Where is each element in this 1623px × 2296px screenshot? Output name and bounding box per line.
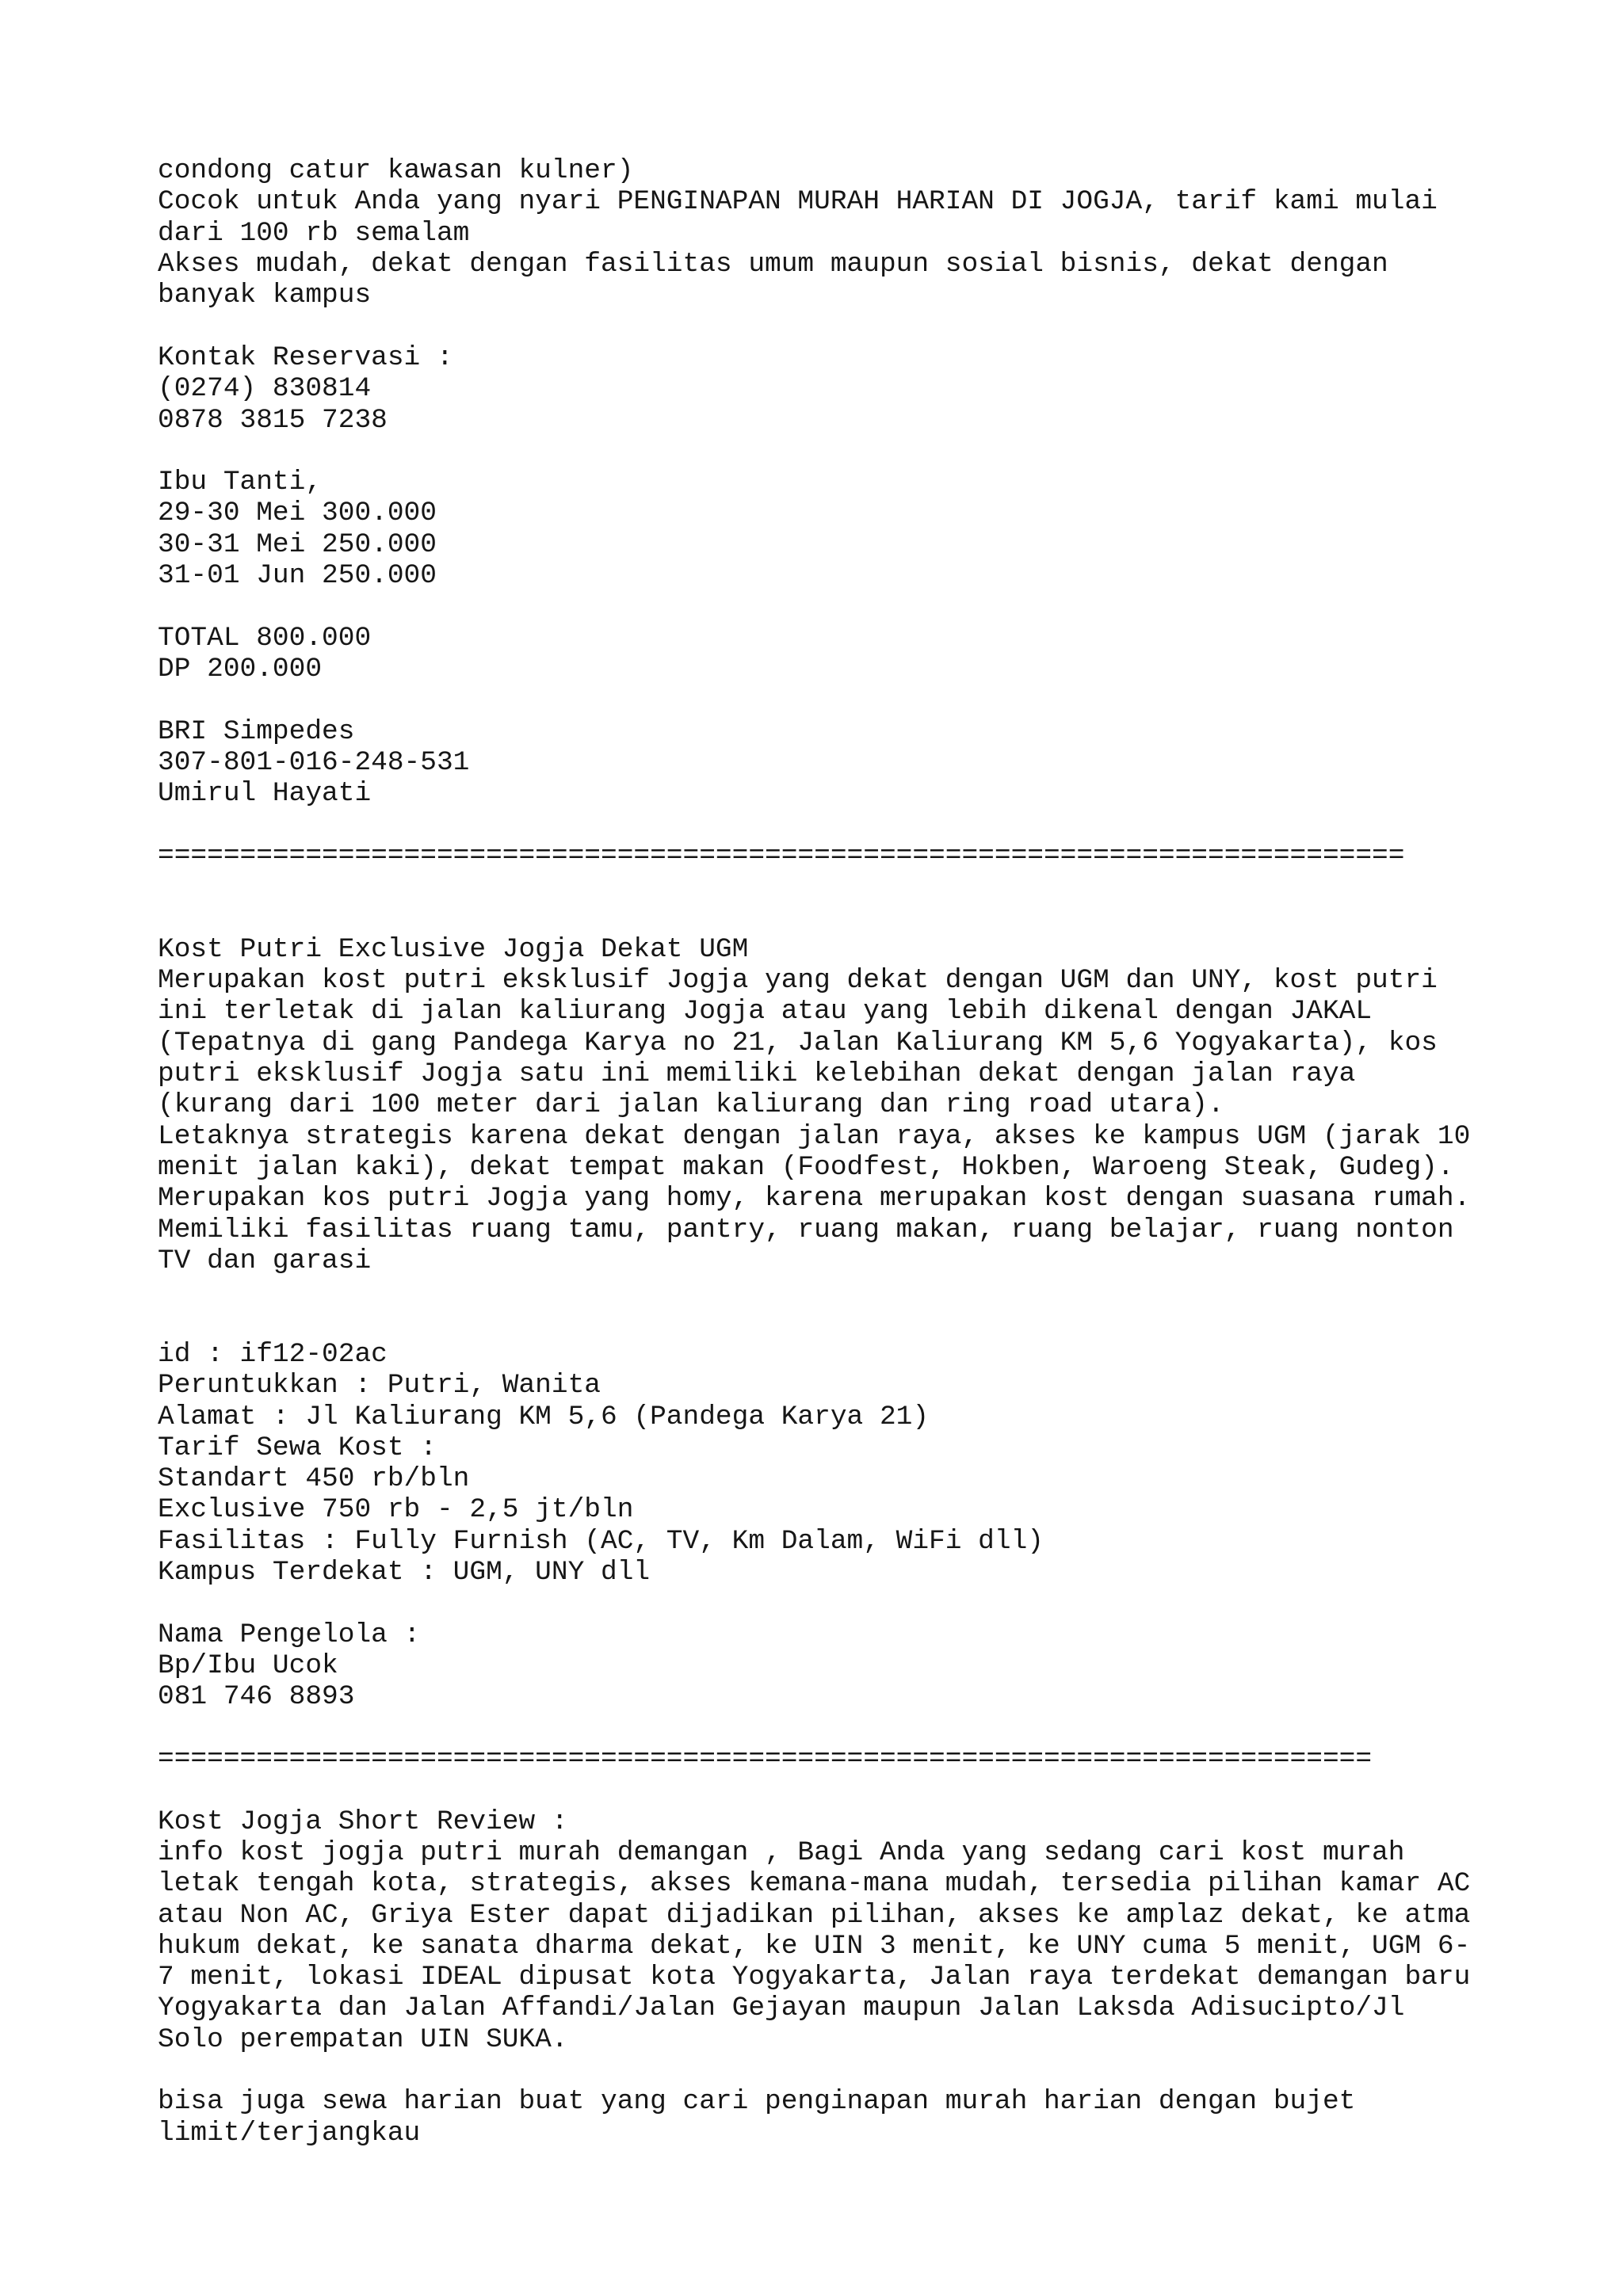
listing-detail-line: Fasilitas : Fully Furnish (AC, TV, Km Dalam, WiFi dll): [158, 1525, 1044, 1557]
review-line: atau Non AC, Griya Ester dapat dijadikan pilihan, akses ke amplaz dekat, ke atma: [158, 1899, 1471, 1931]
listing-description-line: Merupakan kost putri eksklusif Jogja yang dekat dengan UGM dan UNY, kost putri: [158, 965, 1438, 997]
intro-line: condong catur kawasan kulner): [158, 155, 634, 186]
down-payment: DP 200.000: [158, 654, 323, 685]
listing-detail-line: Peruntukkan : Putri, Wanita: [158, 1370, 601, 1402]
blank-line: [158, 903, 1623, 934]
blank-line: [158, 1713, 1623, 1744]
booking-guest-name: Ibu Tanti,: [158, 467, 323, 498]
listing-detail-line: Exclusive 750 rb - 2,5 jt/bln: [158, 1494, 634, 1526]
booking-total: TOTAL 800.000: [158, 622, 372, 654]
listing-detail-line: Tarif Sewa Kost :: [158, 1432, 437, 1463]
listing-description-line: (kurang dari 100 meter dari jalan kaliurang dan ring road utara).: [158, 1089, 1224, 1121]
blank-line: [158, 871, 1623, 902]
intro-line: Akses mudah, dekat dengan fasilitas umum maupun sosial bisnis, dekat dengan: [158, 248, 1388, 280]
listing-description-line: putri eksklusif Jogja satu ini memiliki kelebihan dekat dengan jalan raya: [158, 1058, 1356, 1090]
separator-line: ==========================================================================: [158, 1743, 1373, 1775]
listing-description-line: menit jalan kaki), dekat tempat makan (Foodfest, Hokben, Waroeng Steak, Gudeg).: [158, 1152, 1454, 1183]
listing-description-line: Letaknya strategis karena dekat dengan jalan raya, akses ke kampus UGM (jarak 10: [158, 1120, 1471, 1152]
listing-description-line: (Tepatnya di gang Pandega Karya no 21, Jalan Kaliurang KM 5,6 Yogyakarta), kos: [158, 1027, 1438, 1058]
listing-description-line: Memiliki fasilitas ruang tamu, pantry, ruang makan, ruang belajar, ruang nonton: [158, 1214, 1454, 1245]
blank-line: [158, 1775, 1623, 1806]
review-line: Yogyakarta dan Jalan Affandi/Jalan Gejayan maupun Jalan Laksda Adisucipto/Jl: [158, 1993, 1405, 2024]
bank-account-number: 307-801-016-248-531: [158, 746, 470, 778]
review-line: Solo perempatan UIN SUKA.: [158, 2023, 568, 2055]
listing-detail-line: id : if12-02ac: [158, 1338, 388, 1370]
blank-line: [158, 810, 1623, 841]
intro-line: banyak kampus: [158, 280, 372, 311]
phone-number: (0274) 830814: [158, 373, 372, 405]
review-line: 7 menit, lokasi IDEAL dipusat kota Yogyakarta, Jalan raya terdekat demangan baru: [158, 1962, 1471, 1993]
blank-line: [158, 436, 1623, 467]
listing-title: Kost Putri Exclusive Jogja Dekat UGM: [158, 933, 749, 965]
bank-account-holder: Umirul Hayati: [158, 778, 372, 810]
closing-line: limit/terjangkau: [158, 2117, 421, 2149]
intro-line: dari 100 rb semalam: [158, 217, 470, 249]
booking-night-rate: 29-30 Mei 300.000: [158, 498, 437, 529]
listing-detail-line: Alamat : Jl Kaliurang KM 5,6 (Pandega Karya 21): [158, 1401, 930, 1432]
manager-name: Bp/Ibu Ucok: [158, 1650, 338, 1681]
review-line: hukum dekat, ke sanata dharma dekat, ke UIN 3 menit, ke UNY cuma 5 menit, UGM 6-: [158, 1930, 1471, 1962]
review-line: info kost jogja putri murah demangan , Bagi Anda yang sedang cari kost murah: [158, 1836, 1405, 1868]
listing-description-line: Merupakan kos putri Jogja yang homy, karena merupakan kost dengan suasana rumah.: [158, 1183, 1471, 1215]
blank-line: [158, 1588, 1623, 1619]
listing-description-line: TV dan garasi: [158, 1245, 372, 1276]
blank-line: [158, 1308, 1623, 1339]
listing-detail-line: Kampus Terdekat : UGM, UNY dll: [158, 1557, 651, 1589]
bank-name: BRI Simpedes: [158, 715, 355, 747]
booking-night-rate: 31-01 Jun 250.000: [158, 560, 437, 592]
blank-line: [158, 685, 1623, 715]
review-heading: Kost Jogja Short Review :: [158, 1806, 568, 1837]
review-line: letak tengah kota, strategis, akses kemana-mana mudah, tersedia pilihan kamar AC: [158, 1868, 1471, 1900]
separator-line: ============================================================================: [158, 840, 1405, 871]
blank-line: [158, 311, 1623, 342]
phone-number: 0878 3815 7238: [158, 404, 388, 436]
manager-phone: 081 746 8893: [158, 1681, 355, 1713]
booking-night-rate: 30-31 Mei 250.000: [158, 528, 437, 560]
listing-description-line: ini terletak di jalan kaliurang Jogja atau yang lebih dikenal dengan JAKAL: [158, 996, 1373, 1028]
blank-line: [158, 2055, 1623, 2086]
closing-line: bisa juga sewa harian buat yang cari penginapan murah harian dengan bujet: [158, 2086, 1356, 2118]
blank-line: [158, 1276, 1623, 1307]
manager-heading: Nama Pengelola :: [158, 1619, 421, 1650]
listing-detail-line: Standart 450 rb/bln: [158, 1463, 470, 1495]
intro-line: Cocok untuk Anda yang nyari PENGINAPAN MURAH HARIAN DI JOGJA, tarif kami mulai: [158, 186, 1438, 218]
blank-line: [158, 591, 1623, 622]
contact-heading: Kontak Reservasi :: [158, 341, 453, 373]
